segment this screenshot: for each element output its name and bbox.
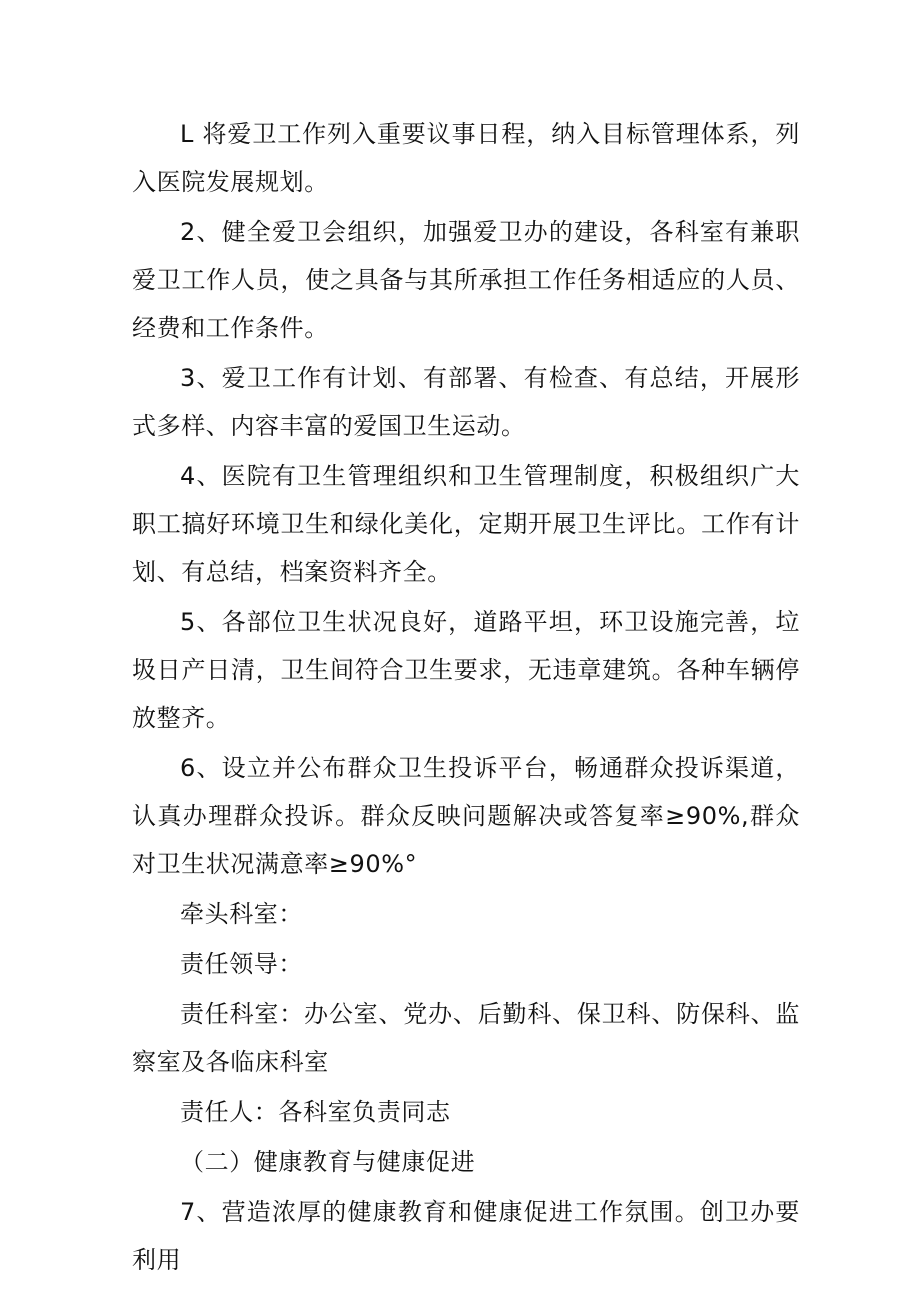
paragraph-item-4: 4、医院有卫生管理组织和卫生管理制度，积极组织广大职工搞好环境卫生和绿化美化，定期开展卫生评比。工作有计划、有总结，档案资料齐全。	[132, 462, 800, 586]
responsible-person-line: 责任人：各科室负责同志	[180, 1098, 451, 1126]
lead-department-line: 牵头科室：	[180, 900, 303, 928]
paragraph-item-7: 7、营造浓厚的健康教育和健康促进工作氛围。创卫办要利用	[132, 1198, 800, 1274]
paragraph-item-5: 5、各部位卫生状况良好，道路平坦，环卫设施完善，垃圾日产日清，卫生间符合卫生要求，无违章建筑。各种车辆停放整齐。	[132, 608, 800, 732]
paragraph-item-2: 2、健全爱卫会组织，加强爱卫办的建设，各科室有兼职爱卫工作人员，使之具备与其所承担工作任务相适应的人员、经费和工作条件。	[132, 218, 800, 342]
responsible-leader-line: 责任领导：	[180, 950, 303, 978]
paragraph-item-1: L 将爱卫工作列入重要议事日程，纳入目标管理体系，列入医院发展规划。	[132, 120, 800, 196]
paragraph-item-3: 3、爱卫工作有计划、有部署、有检查、有总结，开展形式多样、内容丰富的爱国卫生运动。	[132, 364, 800, 440]
responsible-departments-line: 责任科室：办公室、党办、后勤科、保卫科、防保科、监察室及各临床科室	[132, 1000, 800, 1076]
paragraph-item-6: 6、设立并公布群众卫生投诉平台，畅通群众投诉渠道，认真办理群众投诉。群众反映问题解决或答复率≥90%,群众对卫生状况满意率≥90%°	[132, 754, 800, 878]
document-body	[132, 110, 800, 1284]
section-heading: （二）健康教育与健康促进	[180, 1148, 476, 1176]
